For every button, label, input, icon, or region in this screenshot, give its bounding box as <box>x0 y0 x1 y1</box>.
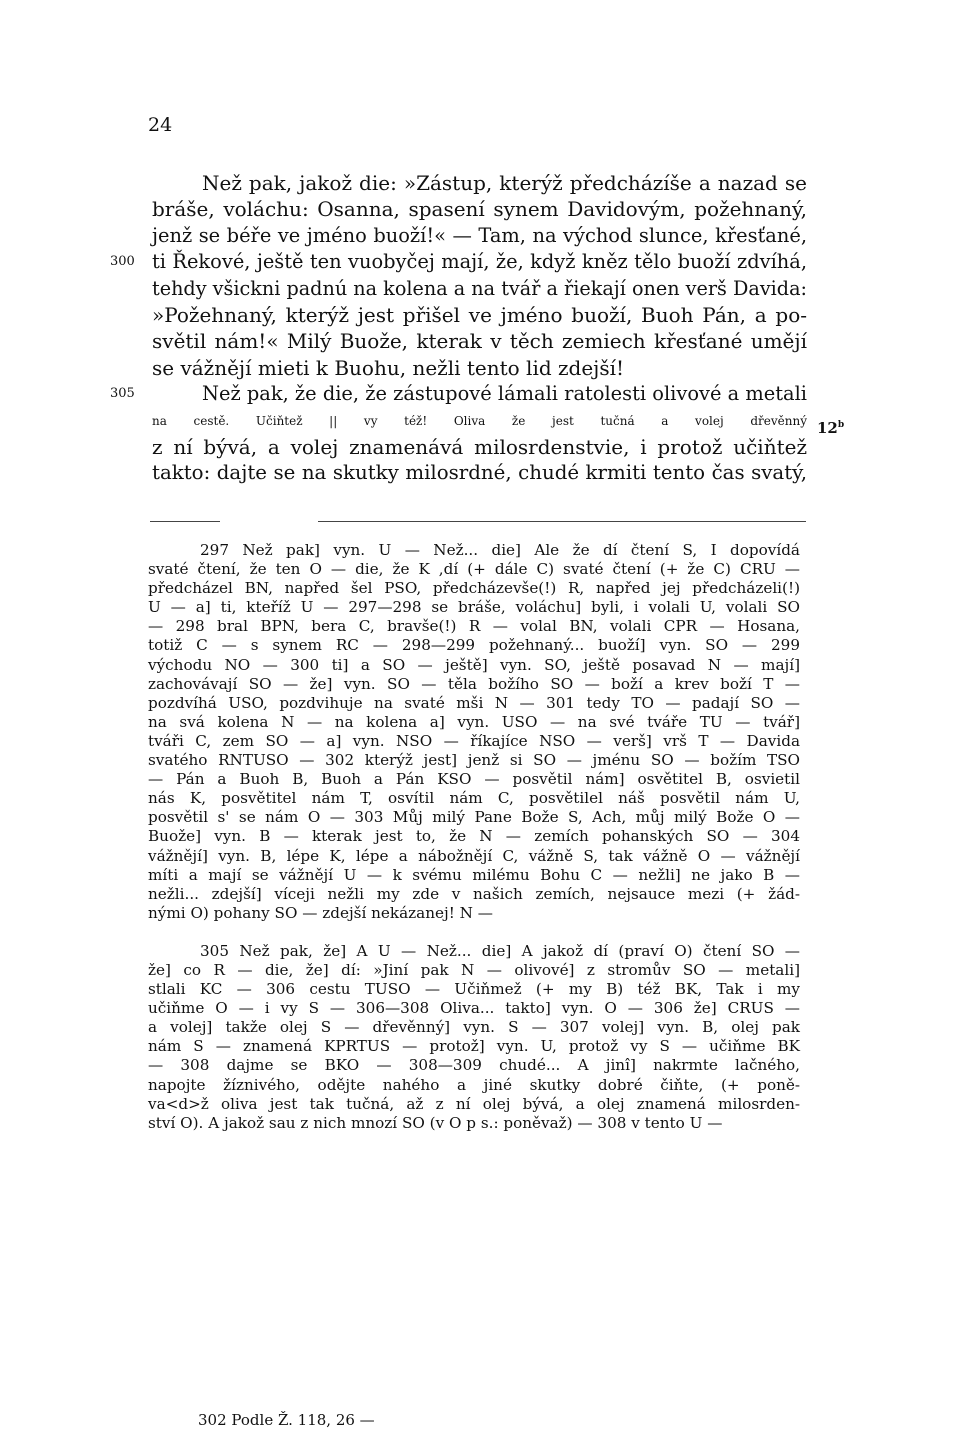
apparatus-line: — Pán a Buoh B, Buoh a Pán KSO — posvětil nám] osvětitel B, osvietil <box>148 770 800 789</box>
apparatus-line: Buože] vyn. B — kterak jest to, že N — zemích pohanských SO — 304 <box>148 827 800 846</box>
apparatus-line: napojte žíznivého, oděјte nahého a jiné skutky dobré čiňte, (+ poně- <box>148 1075 800 1094</box>
text-line <box>152 302 807 328</box>
line-text: tehdy všickni padnú na kolena a na tvář a řiekají onen verš Davida: <box>152 276 807 300</box>
footnote-reference: 302 Podle Ž. 118, 26 — <box>198 1411 375 1429</box>
apparatus-line: posvětil s' se nám O — 303 Můj milý Pane Bože S, Ach, můj milý Bože O — <box>148 808 800 827</box>
line-text: Než pak, jakož die: »Zástup, kterýž předcházíše a nazad se <box>202 171 807 195</box>
line-text: jenž se béře ve jméno buoží!« — Tam, na východ slunce, křesťané, <box>152 223 807 247</box>
apparatus-line: východu NO — 300 ti] a SO — ještě] vyn. SO, ještě posavad N — mají] <box>148 655 800 674</box>
apparatus-line: 297 Než pak] vyn. U — Než... die] Ale že dí čtení S, I dopovídá <box>200 541 800 559</box>
apparatus-line: — 308 dajme se BKO — 308—309 chudé... A jinî] nakrmte lačného, <box>148 1056 800 1075</box>
apparatus-line: nám S — znamená KPRTUS — protož] vyn. U, protož vy S — učiňme BK <box>148 1037 800 1056</box>
apparatus-line: míti a mají se vážnějí U — k svému milému Bohu C — nežli] ne jako B — <box>148 865 800 884</box>
apparatus-line: vážnějí] vyn. B, lépe K, lépe a nábožnějí C, vážně S, tak vážně O — vážnějí <box>148 846 800 865</box>
text-line <box>152 328 807 354</box>
text-line <box>152 170 807 196</box>
text-line <box>152 276 807 302</box>
page-number: 24 <box>148 114 173 136</box>
apparatus-line: ství O). A jakož sau z nich mnozí SO (v O p s.: poněvaž) — 308 v tento U — <box>148 1113 723 1132</box>
apparatus-line: tváři C, zem SO — a] vyn. NSO — říkajíce NSO — verš] vrš T — Davida <box>148 731 800 750</box>
main-text <box>110 170 845 487</box>
apparatus-line: nás K, posvětitel nám T, osvítil nám C, posvětilel náš posvětil nám U, <box>148 789 800 808</box>
apparatus-line: nými O) pohany SO — zdejší nekázanej! N — <box>148 903 493 922</box>
line-text: světil nám!« Milý Buože, kterak v těch zemiech křesťané umějí <box>152 329 807 354</box>
text-line <box>110 249 807 275</box>
apparatus-line: na svá kolena N — na kolena a] vyn. USO — na své tváře TU — tvář] <box>148 712 800 731</box>
text-line <box>110 381 807 407</box>
folio-marker: 12$^b$ <box>817 418 845 437</box>
text-line <box>152 223 807 249</box>
line-text: bráše, voláchu: Osanna, spasení synem Davidovým, požehnaný, <box>152 197 807 222</box>
critical-apparatus <box>148 541 800 1133</box>
line-text: z ní bývá, a volej znamenává milosrdenstvie, i protož učiňtež <box>152 434 807 459</box>
apparatus-line: 305 Než pak, že] A U — Než... die] A jakož dí (praví O) čtení SO — <box>200 941 800 960</box>
apparatus-line: va<d>ž oliva jest tak tučná, až z ní olej bývá, a olej znamená milosrden- <box>148 1094 800 1113</box>
apparatus-line: svatého RNTUSO — 302 kterýž jest] jenž si SO — jménu SO — božím TSO <box>148 751 800 770</box>
text-line <box>152 460 807 486</box>
apparatus-line: a volej] takže olej S — dřevěnný] vyn. S — 307 volej] vyn. B, olej pak <box>148 1018 800 1037</box>
apparatus-line: pozdvíhá USO, pozdvihuje na svaté mši N — 301 tedy TO — padají SO — <box>148 693 800 712</box>
text-line <box>152 196 807 222</box>
line-number: 300 <box>110 254 135 270</box>
apparatus-line: totiž C — s synem RC — 298—299 požehnaný... buoží] vyn. SO — 299 <box>148 636 800 655</box>
apparatus-line: nežli... zdejší] víceji nežli my zde v našich zemích, nejsauce mezi (+ žád- <box>148 884 800 903</box>
apparatus-line: že] co R — die, že] dí: »Jiní pak N — olivové] z stromův SO — metali] <box>148 960 800 979</box>
line-text: »Požehnaný, kterýž jest přišel ve jméno buoží, Buoh Pán, a po- <box>152 302 807 327</box>
apparatus-line: svaté čtení, že ten O — die, že K ,dí (+ dále C) svaté čtení (+ že C) CRU — <box>148 560 800 579</box>
line-text: ti Řekové, ještě ten vuobyčej mají, že, když kněz tělo buoží zdvíhá, <box>152 250 807 274</box>
line-text: se vážnějí mieti k Buohu, nežli tento lid zdejší! <box>152 355 625 380</box>
apparatus-line: předcházel BN, napřed šel PSO, předcházevše(!) R, napřed jej předcházeli(!) <box>148 579 800 598</box>
line-text: Než pak, že die, že zástupové lámali ratolesti olivové a metali <box>202 382 807 406</box>
separator-long <box>318 521 806 522</box>
apparatus-line: — 298 bral BPN, bera C, bravše(!) R — volal BN, volali CPR — Hosana, <box>148 617 800 636</box>
line-text: na cestě. Učiňtež || vy též! Oliva že jest tučná a volej dřevěnný <box>152 413 807 428</box>
apparatus-line: učiňme O — i vy S — 306—308 Oliva... takto] vyn. O — 306 že] CRUS — <box>148 999 800 1018</box>
text-line <box>152 408 845 437</box>
text-line <box>152 355 807 381</box>
text-line <box>152 434 807 460</box>
separator-short <box>150 521 220 522</box>
apparatus-line: zachovávají SO — že] vyn. SO — těla božího SO — boží a krev boží T — <box>148 674 800 693</box>
apparatus-line: U — a] ti, kteříž U — 297—298 se bráše, voláchu] byli, i volali U, volali SO <box>148 598 800 617</box>
apparatus-line: stlali KC — 306 cestu TUSO — Učiňmež (+ my B) též BK, Tak i my <box>148 980 800 999</box>
line-text: takto: dajte se na skutky milosrdné, chudé krmiti tento čas svatý, <box>152 461 807 485</box>
line-number: 305 <box>110 386 135 402</box>
